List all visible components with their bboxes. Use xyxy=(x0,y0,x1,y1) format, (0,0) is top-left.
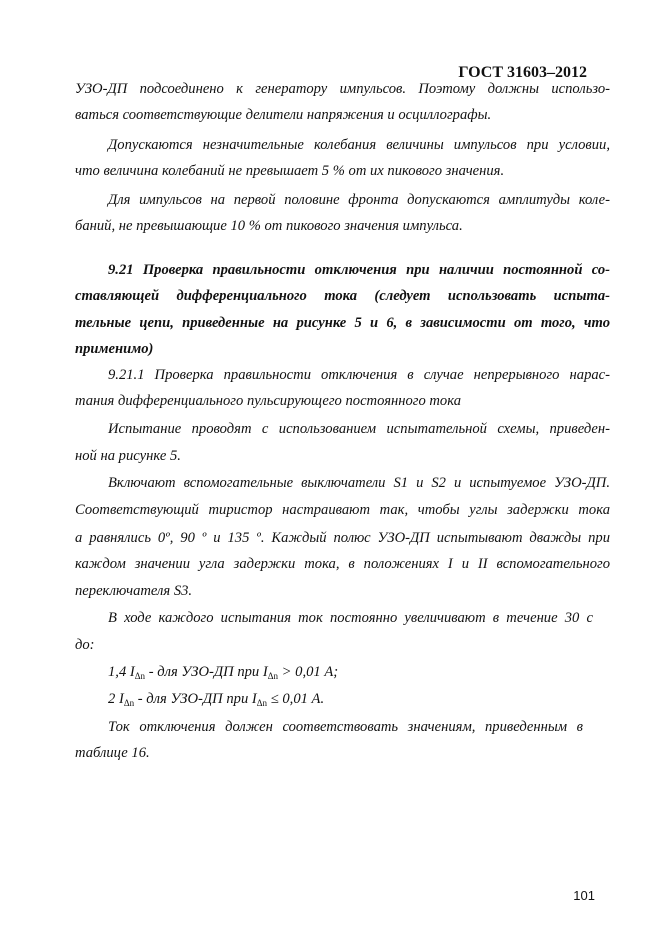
paragraph-line: ваться соответствующие делители напряжения и осциллографы. xyxy=(75,107,492,123)
section-heading-line: применимо) xyxy=(75,341,154,357)
paragraph-line: Испытание проводят с использованием испытательной схемы, приведен- xyxy=(108,421,610,437)
paragraph-line: что величина колебаний не превышает 5 % от их пикового значения. xyxy=(75,163,505,179)
section-heading-line: тельные цепи, приведенные на рисунке 5 и 6, в зависимости от того, что xyxy=(75,315,610,331)
paragraph-line: баний, не превышающие 10 % от пикового значения импульса. xyxy=(75,218,463,234)
paragraph-line: каждом значении угла задержки тока, в положениях I и II вспомогательного xyxy=(75,556,610,572)
paragraph-line: Включают вспомогательные выключатели S1 и S2 и испытуемое УЗО-ДП. xyxy=(108,475,610,491)
formula-line-2: 2 $I_{\Delta n}$ - для УЗО-ДП при $I_{\Delta n} \le 0,01$ А. xyxy=(108,691,325,708)
paragraph-line: Соответствующий тиристор настраивают так, чтобы углы задержки тока xyxy=(75,502,610,518)
paragraph-line: переключателя S3. xyxy=(75,583,193,599)
paragraph-line: В ходе каждого испытания ток постоянно увеличивают в течение 30 с xyxy=(108,610,593,626)
subsection-heading-line: тания дифференциального пульсирующего постоянного тока xyxy=(75,393,461,409)
paragraph-line: ной на рисунке 5. xyxy=(75,448,181,464)
subsection-heading-line: 9.21.1 Проверка правильности отключения в случае непрерывного нарас- xyxy=(108,367,610,383)
paragraph-line: таблице 16. xyxy=(75,745,150,761)
paragraph-line: Для импульсов на первой половине фронта допускаются амплитуды коле- xyxy=(108,192,610,208)
paragraph-line: Ток отключения должен соответствовать значениям, приведенным в xyxy=(108,719,583,735)
section-heading-line: 9.21 Проверка правильности отключения при наличии постоянной со- xyxy=(108,262,610,278)
section-heading-line: ставляющей дифференциального тока (следует использовать испыта- xyxy=(75,288,610,304)
paragraph-line: Допускаются незначительные колебания величины импульсов при условии, xyxy=(108,137,610,153)
formula-line-1: 1,4 $I_{\Delta n}$ - для УЗО-ДП при $I_{\Delta n} > 0,01$ А; xyxy=(108,664,339,681)
paragraph-line: до: xyxy=(75,637,95,653)
standard-header: ГОСТ 31603–2012 xyxy=(458,64,587,81)
page-number: 101 xyxy=(573,888,595,903)
paragraph-line: а равнялись 0º, 90 º и 135 º. Каждый полюс УЗО-ДП испытывают дважды при xyxy=(75,530,610,546)
paragraph-line: УЗО-ДП подсоединено к генератору импульсов. Поэтому должны использо- xyxy=(75,81,610,97)
